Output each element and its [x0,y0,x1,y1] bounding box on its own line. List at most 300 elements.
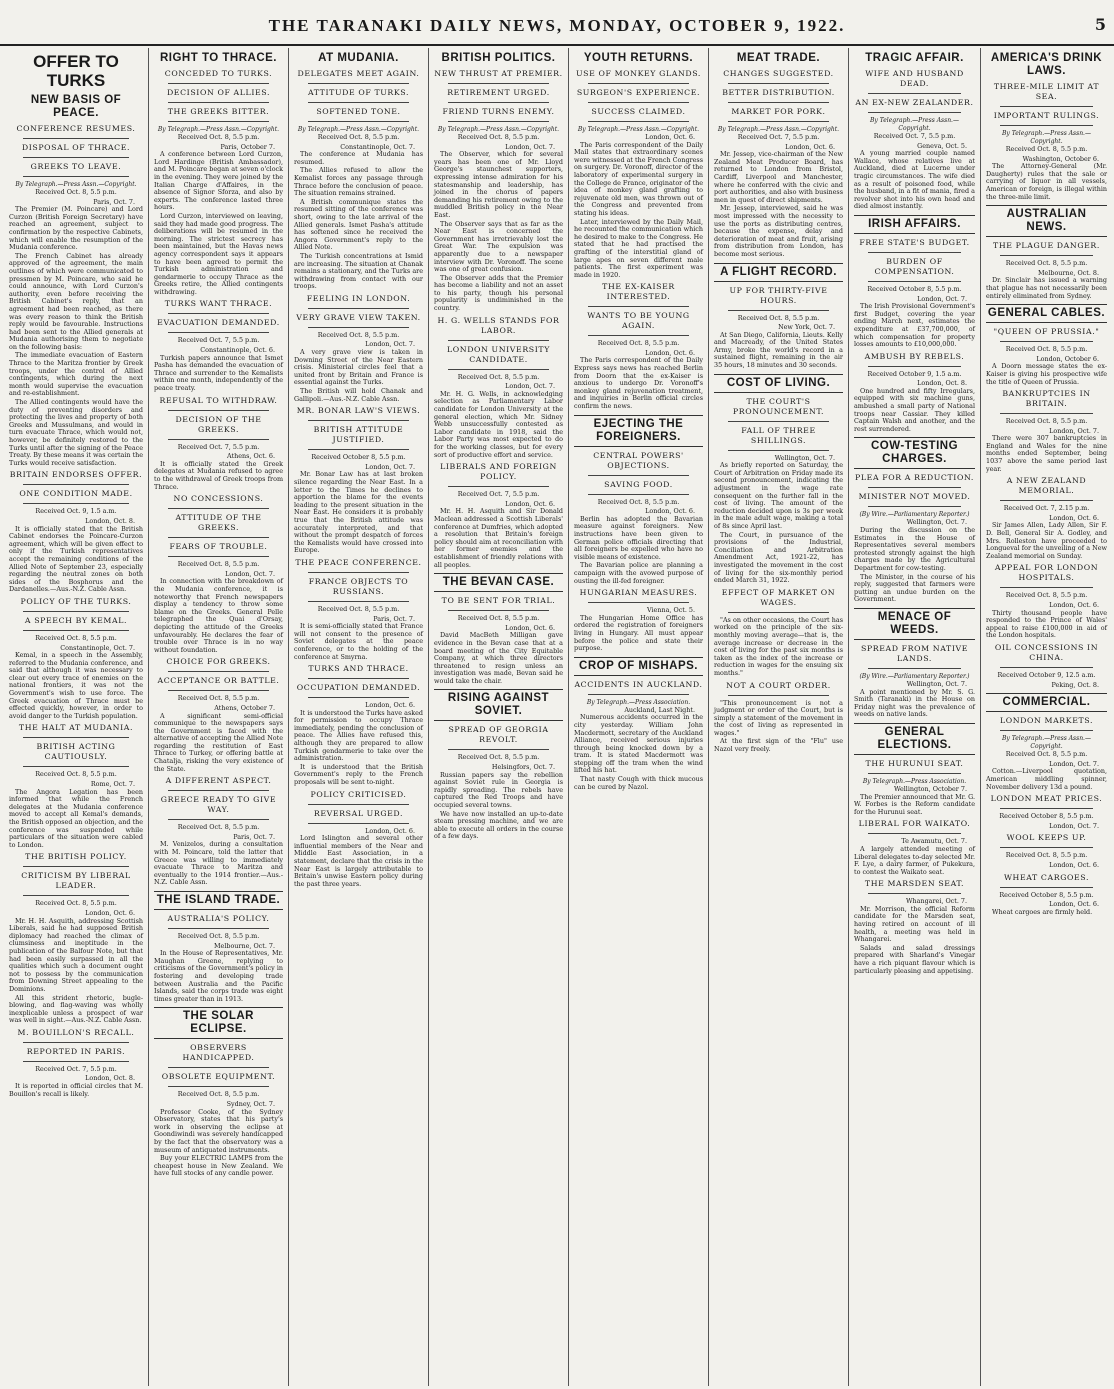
article-body [854,794,975,817]
sub-headline: THE BRITISH POLICY. [25,852,127,862]
article-paragraph: That nasty Cough with thick mucous can be cured by Nazol. [574,775,703,791]
wire-credit: By Telegraph.—Press Assn.—Copyright. [1002,735,1091,751]
divider-rule [1000,587,1093,588]
sub-headline: THE COURT'S PRONOUNCEMENT. [732,396,825,416]
article-paragraph: At the first sign of the "Flu" use Nazol very freely. [714,737,843,754]
article-paragraph: A significant semi-official communique to the newspapers says the Government is faced with the alternative of accepting the Allied Note regarding the restitution of East Thrace to Turkey, or offering battle at Chatalja, risking the very existence of the State. [154,711,283,773]
wire-credit: (By Wire.—Parliamentary Reporter.) [859,511,970,519]
divider-rule [308,804,409,805]
sub-headline: WHEAT CARGOES. [1003,872,1090,882]
article-body [154,1109,283,1178]
article-body [9,526,143,594]
sub-headline: FALL OF THREE SHILLINGS. [741,425,816,445]
column-3 [289,48,429,1386]
sub-headline: THE HURUNUI SEAT. [865,758,964,768]
article-paragraph: Sir James Allen, Lady Allen, Sir F. D. Bell, General Sir A. Godley, and Mrs. Rolleston have proceeded to Longueval for the unveiling of a New Zealand memorial on Sunday. [986,521,1107,560]
divider-rule [23,766,129,767]
divider-rule [588,335,689,336]
divider-rule [728,121,829,122]
dateline: London, Oct. 7. [505,382,555,391]
article-headline: GENERAL ELECTIONS. [854,723,975,755]
sub-headline: NEW THRUST AT PREMIER. [434,69,563,78]
divider-rule [308,83,409,84]
sub-headline: APPEAL FOR LONDON HOSPITALS. [994,563,1099,583]
article-body [986,768,1107,791]
sub-headline: NO CONCESSIONS. [173,494,264,504]
article-body [9,789,143,850]
divider-rule [868,93,961,94]
dateline: London, Oct. 6. [365,826,415,835]
article-body [574,615,703,653]
divider-rule [1000,500,1093,501]
sub-headline: OIL CONCESSIONS IN CHINA. [994,642,1099,662]
article-paragraph: Later, interviewed by the Daily Mail, he recounted the communication which he desired to make to the Congress. He stated that he had practised the grafting of the interstitial gland of large apes on seven different male patients. The first experiment was made in 1920. [574,217,703,279]
sub-headline: THREE-MILE LIMIT AT SEA. [993,82,1100,101]
divider-rule [168,1067,269,1068]
divider-rule [168,556,269,557]
article-paragraph: Salads and salad dressings prepared with Sharland's Vinegar have a rich piquant flavour which is particularly pleasing and appetising. [854,943,975,975]
article-paragraph: In connection with the breakdown of the Mudania conference, it is noteworthy that French newspapers display a tendency to throw some blame on the Greeks. General Pelle telegraphed the Quai d'Orsay, depicting the attitude of the Greeks unfavourably. He declares the fear of trouble over Thrace is in no way without foundation. [154,577,283,654]
divider-rule [448,83,549,84]
sub-headline: TURKS WANT THRACE. [164,299,273,309]
sub-headline: POLICY OF THE TURKS. [20,596,132,606]
divider-rule [168,102,269,103]
article-headline: BRITISH POLITICS. [441,52,556,64]
article-paragraph: It is officially stated that the British Cabinet endorses the Poincare-Curzon agreement, which will be given effect to only if the Turkish representatives accept the remaining conditions of the Allied Note of September 23, especially regarding the neutral zones on both sides of the Bosphorus and the Dardanelles.—Aus.-N.Z. Cable Assn. [9,524,143,594]
received-time: Received Oct. 7, 5.5 p.m. [35,1064,117,1073]
divider-rule [728,310,829,311]
article-body [9,1083,143,1098]
article-body [854,303,975,349]
dateline: London, Oct. 6. [1049,860,1099,869]
received-time: Received Oct. 8, 5.5 p.m. [1005,417,1088,426]
article-paragraph: Mr. H. G. Wells, in acknowledging selection as Parliamentary Labor candidate for London University at the general election, which Mr. Sidney Webb unsuccessfully contested as Labor candidate in 1918, said the Labor Party was most expected to do for the working classes, but for every sort of productive effort and service. [434,389,563,459]
sub-headline: MINISTER NOT MOVED. [858,492,971,502]
article-headline: MEAT TRADE. [736,52,821,64]
article-paragraph: Lord Curzon, interviewed on leaving, said they had made good progress. The deliberations will be resumed in the morning. The strictest secrecy has been maintained, but the Havas news agency correspondent says it appears to have been agreed to permit the Turkish administration and gendarmerie to occupy Thrace as the Greeks retire, the Allied contingents withdrawing. [154,211,283,296]
article-paragraph: Mr. Morrison, the official Reform candidate for the Marsden seat, having retired on account of ill health, a meeting was held in Whangarei. [854,904,975,944]
received-time: Received Oct. 8, 5.5 p.m. [35,899,117,908]
sub-headline: REVERSAL URGED. [313,808,404,818]
divider-rule [168,332,269,333]
article-paragraph: It is understood that the British Government's reply to the French proposals will be sent to-night. [294,762,423,787]
article-body [986,435,1107,473]
divider-rule [588,694,689,695]
divider-rule [308,678,409,679]
article-paragraph: Wheat cargoes are firmly held. [992,907,1093,916]
divider-rule [168,439,269,440]
sub-headline: SUCCESS CLAIMED. [591,107,686,116]
article-headline: YOUTH RETURNS. [583,52,694,64]
dateline: London, Oct. 7. [365,462,415,471]
received-time: Received Oct. 8, 5.5 p.m. [177,694,260,703]
divider-rule [23,157,129,158]
received-time: Received Oct. 8, 5.5 p.m. [457,133,540,141]
sub-headline: LONDON MARKETS. [999,716,1094,726]
sub-headline: "QUEEN OF PRUSSIA." [993,327,1100,337]
article-body [574,714,703,791]
article-paragraph: Mr. H. H. Asquith and Sir Donald Maclean addressed a Scottish Liberals' conference at Dumfries, which adopted a resolution that Britain's foreign policy should aim at reconciliation with her former enemies and the establishment of friendly relations with all peoples. [434,507,563,569]
article-paragraph: A Doorn message states the ex-Kaiser is giving his prospective wife the title of Queen of Prussia. [986,362,1107,386]
article-paragraph: It is understood the Turks have asked for permission to occupy Thrace immediately, pending the conclusion of peace. The Allies have refused this, although they are prepared to allow Turkish gendarmerie to take over the administration. [294,708,423,763]
divider-rule [588,494,689,495]
article-paragraph: Dr. Sinclair has issued a warning that plague has not necessarily been entirely eliminated from Sydney. [986,276,1107,300]
wire-credit: By Telegraph.—Press Association. [586,698,691,706]
divider-rule [1000,887,1093,888]
received-time: Received October 8, 5.5 p.m. [999,812,1094,821]
article-headline: OFFER TO TURKS [33,52,119,90]
columns-container [4,48,1112,1386]
sub-headline: OCCUPATION DEMANDED. [296,683,421,693]
divider-rule [868,833,961,834]
wire-credit: By Telegraph.—Press Assn.—Copyright. [157,126,280,133]
divider-rule [728,421,829,422]
dateline: Peking, Oct. 8. [1051,680,1099,689]
article-body [294,349,423,403]
divider-rule [168,508,269,509]
article-paragraph: The French Cabinet has already approved of the agreement, the main outlines of which were communicated to pressmen by M. Poincare, who said he could announce, with Lord Curzon's authority, even before receiving the British Cabinet's reply, that an agreement had been reached, as there was every reason to think the British reply would be favourable. Instructions had been sent to the Allied generals at Mudania authorising them to negotiate on the following basis: [9,251,143,351]
article-body [986,610,1107,640]
sub-headline: DECISION OF ALLIES. [166,88,271,97]
sub-headline: FRIEND TURNS ENEMY. [442,107,555,116]
article-body [434,391,563,459]
article-paragraph: The Paris correspondent of the Daily Express says news has reached Berlin from Doorn that the ex-Kaiser is anxious to undergo Dr. Voronoff's monkey gland rejuvenation treatment, and inquiries in Berlin official circles confirm the news. [574,356,703,411]
divider-rule [728,102,829,103]
received-time: Received Oct. 8, 5.5 p.m. [457,753,540,762]
divider-rule [168,819,269,820]
dateline: London, Oct. 8. [85,1074,135,1083]
article-headline: AT MUDANIA. [318,52,399,64]
divider-rule [1000,413,1093,414]
article-paragraph: All this strident rhetoric, bugle-blowing, and flag-waving was wholly inexplicable unless a prospect of war was well in sight.—Aus.-N.Z. Cable Assn. [9,993,143,1025]
divider-rule [588,306,689,307]
sub-headline: REPORTED IN PARIS. [26,1046,126,1056]
divider-rule [23,138,129,139]
divider-rule [168,790,269,791]
article-body [294,623,423,661]
dateline: London, Oct. 6. [1049,601,1099,609]
dateline: Paris, October 7. [220,142,275,151]
article-paragraph: The conference at Mudania has resumed. [294,150,423,166]
article-body [294,471,423,555]
divider-rule [23,484,129,485]
divider-rule [1000,341,1093,342]
sub-headline: UP FOR THIRTY-FIVE HOURS. [729,285,828,305]
divider-rule [588,102,689,103]
received-time: Received Oct. 8, 5.5 p.m. [1005,851,1088,860]
received-time: Received Oct. 8, 5.5 p.m. [597,339,680,348]
divider-rule [868,668,961,669]
article-paragraph: The Premier (M. Poincare) and Lord Curzon (British Foreign Secretary) have reached an agreement, subject to confirmation by the respective Cabinets, which will enable the resumption of the Mudania conference. [9,205,143,252]
divider-rule [448,749,549,750]
article-paragraph: There were 307 bankruptcies in England and Wales for the nine months ended September, being 1037 above the same period last year. [986,434,1107,473]
sub-headline: GREEKS TO LEAVE. [30,162,122,171]
article-headline: THE ISLAND TRADE. [154,891,283,910]
divider-rule [1000,808,1093,809]
article-body [434,508,563,569]
article-paragraph: As briefly reported on Saturday, the Court of Arbitration on Friday made its second pronouncement, indicating the adjustment in the wage rate consequent on the further fall in the cost of living. The amount of the reduction decided upon is 3s per week in the male adult wage, making a total of 8s since April last. [714,461,843,530]
dateline: Paris, Oct. 7. [373,614,415,623]
divider-rule [23,895,129,896]
divider-rule [868,487,961,488]
sub-headline: CONFERENCE RESUMES. [16,124,136,133]
sub-headline: SPREAD FROM NATIVE LANDS. [860,643,969,663]
divider-rule [168,690,269,691]
article-body [154,461,283,491]
received-time: Received Oct. 8, 5.5 p.m. [457,372,540,381]
received-time: Received Oct. 7, 5.5 p.m. [737,133,820,141]
divider-rule [168,671,269,672]
sub-headline: ATTITUDE OF THE GREEKS. [175,513,262,533]
divider-rule [23,1061,129,1062]
received-time: Received Oct. 8, 5.5 p.m. [1005,345,1088,354]
dateline: London, Oct. 6. [365,701,415,710]
sub-headline: FREE STATE'S BUDGET. [859,237,970,247]
article-paragraph: The Allies refused to allow the Kemalist forces any passage through Thrace before the conclusion of peace. The situation remains strained. [294,166,423,198]
received-time: Received Oct. 8, 5.5 p.m. [177,932,260,940]
article-paragraph: Thirty thousand people have responded to the Prince of Wales' appeal to raise £100,000 in aid of the London hospitals. [986,608,1107,640]
received-time: Received Oct. 8, 5.5 p.m. [317,604,400,613]
sub-headline: FRANCE OBJECTS TO RUSSIANS. [308,576,409,596]
divider-rule [1000,125,1093,126]
received-time: Received Oct. 8, 5.5 p.m. [737,313,820,322]
received-time: Received October 8, 5.5 p.m. [999,890,1094,899]
article-body [9,652,143,720]
divider-rule [448,121,549,122]
dateline: Washington, October 6. [1022,154,1099,163]
received-time: Received October 8, 5.5 p.m. [867,284,962,293]
sub-headline: THE GREEKS BITTER. [167,107,270,116]
dateline: London, October 6. [1036,354,1099,363]
sub-headline: USE OF MONKEY GLANDS. [576,69,701,78]
article-body [986,522,1107,560]
sub-headline: WIFE AND HUSBAND DEAD. [865,69,964,88]
divider-rule [308,449,409,450]
article-paragraph: The Irish Provisional Government's first Budget, covering the year ending March next, estimates the expenditure at £37,700,000, of which compensation for property losses amounts to £10,000,000. [854,302,975,349]
article-paragraph: At San Diego, California, Lieuts. Kelly and Macready, of the United States Army, broke the world's record in a sustained flight, remaining in the air 35 hours, 18 minutes and 30 seconds. [714,330,843,370]
dateline: Sydney, Oct. 7. [226,1099,275,1108]
sub-headline: THE PEACE CONFERENCE. [295,557,422,567]
sub-headline: RETIREMENT URGED. [447,88,550,97]
article-body [154,355,283,393]
divider-rule [728,612,829,613]
article-paragraph: A point mentioned by Mr. S. G. Smith (Taranaki) in the House on Friday night was the prevalence of weeds on native lands. [854,687,975,719]
article-paragraph: The Minister, in the course of his reply, suggested that farmers were putting an undue burden on the Government. [854,572,975,604]
wire-credit: By Telegraph.—Press Assn.—Copyright. [437,126,560,133]
sub-headline: AN EX-NEW ZEALANDER. [855,98,974,107]
divider-rule [168,1086,269,1087]
article-paragraph: David MacBeth Milligan gave evidence in the Bevan case that at a board meeting of the City Equitable Company, at which three directors threatened to resign unless an investigation was made, Bevan said he would take the chair. [434,631,563,685]
article-body [714,332,843,370]
received-time: Received Oct. 8, 5.5 p.m. [317,330,400,339]
divider-rule [308,823,409,824]
article-paragraph: Buy your ELECTRIC LAMPS from the cheapest house in New Zealand. We have full stocks of any candle power. [154,1154,283,1178]
article-paragraph: A young married couple named Wallace, whose relatives live at Auckland, died at Lucerne under tragic circumstances. The wife died as a result of poisoned food, while the husband, in a fit of mania, fired a revolver shot into his own head and died almost instantly. [854,149,975,211]
dateline: Constantinople, Oct. 7. [60,643,135,652]
sub-headline: DECISION OF THE GREEKS. [175,414,262,434]
article-body [986,163,1107,201]
divider-rule [23,866,129,867]
received-time: Received October 9, 12.5 a.m. [997,670,1096,679]
article-paragraph: The Observer, which for several years has been one of Mr. Lloyd George's staunchest supporters, expressing intense admiration for his statesmanship and leadership, has joined in the chorus of papers demanding his retirement owing to the muddled British policy in the Near East. [434,150,563,219]
dateline: London, Oct. 6. [1049,900,1099,909]
sub-headline: CENTRAL POWERS' OBJECTIONS. [593,450,684,470]
divider-rule [308,420,409,421]
divider-rule [868,252,961,253]
dateline: London, Oct. 7. [917,294,967,303]
divider-rule [868,506,961,507]
article-body [294,710,423,787]
article-headline: TRAGIC AFFAIR. [865,52,964,64]
article-body [986,277,1107,300]
received-time: Received Oct. 8, 5.5 p.m. [177,1090,260,1099]
article-body [434,772,563,841]
divider-rule [868,893,961,894]
divider-rule [308,308,409,309]
sub-headline: CRITICISM BY LIBERAL LEADER. [21,871,131,891]
sub-headline: OBSERVERS HANDICAPPED. [182,1043,255,1063]
dateline: Auckland, Last Night. [624,705,695,714]
article-body [986,909,1107,917]
sub-headline: FEARS OF TROUBLE. [169,542,268,552]
article-headline: NEW BASIS OF PEACE. [30,94,122,119]
sub-headline: BETTER DISTRIBUTION. [722,88,835,97]
sub-headline: BRITISH ACTING CAUTIOUSLY. [36,742,116,762]
article-body [154,841,283,887]
sub-headline: AUSTRALIA'S POLICY. [167,914,270,923]
divider-rule [588,121,689,122]
divider-rule [448,369,549,370]
article-body [714,462,843,585]
received-time: Received Oct. 7, 5.5 p.m. [177,442,260,451]
sub-headline: M. BOUILLON'S RECALL. [17,1027,135,1037]
wire-credit: By Telegraph.—Press Assn.—Copyright. [1002,130,1091,145]
dateline: Wellington, October 7. [893,784,967,793]
sub-headline: TURKS AND THRACE. [308,664,409,674]
sub-headline: SPREAD OF GEORGIA REVOLT. [448,725,549,745]
article-paragraph: Kemal, in a speech in the Assembly, referred to the Mudania conference, and said that although it was necessary to clear out every trace of enemies on the national frontiers, it was not the Government's wish to use force. The Greek evacuation of Thrace must be effected quickly, however, in order to avoid danger to the Turkish population. [9,651,143,720]
dateline: London, Oct. 7. [1049,759,1099,768]
dateline: Whangarei, Oct. 7. [905,897,967,906]
article-headline: AMERICA'S DRINK LAWS. [990,52,1103,77]
divider-rule [448,610,549,611]
divider-rule [308,697,409,698]
dateline: London, Oct. 7. [505,142,555,151]
received-time: Received Oct. 8, 5.5 p.m. [457,614,540,623]
masthead [0,0,1114,46]
sub-headline: SURGEON'S EXPERIENCE. [576,88,701,97]
divider-rule [168,537,269,538]
dateline: Paris, Oct. 7. [233,832,275,841]
article-headline: COST OF LIVING. [714,374,843,393]
article-paragraph: The Bavarian police are planning a campaign with the avowed purpose of ousting the ill-fed foreigner. [574,561,703,585]
article-paragraph: The Paris correspondent of the Daily Mail states that extraordinary scenes were witnessed at the French Congress on surgery. Dr. Voronoff, director of the laboratory of experimental surgery in the College de France, originator of the idea of monkey gland grafting to rejuvenate old men, was thrown out of the Congress and prevented from stating his ideas. [574,140,703,217]
article-paragraph: Mr. Jessep, vice-chairman of the New Zealand Meat Producer Board, has returned to London from Bristol, Cardiff, Liverpool and Manchester, where he conferred with the civic and port authorities, and also with business men in quest of direct shipments. [714,150,843,204]
article-body [854,527,975,604]
dateline: Te Awamutu, Oct. 7. [901,837,967,846]
dateline: London, Oct. 6. [1049,513,1099,522]
article-paragraph: A very grave view is taken in Downing Street of the Near Eastern crisis. Ministerial circles feel that a united front by Britain and France is essential against the Turks. [294,348,423,387]
article-paragraph: The immediate evacuation of Eastern Thrace to the Maritza frontier by Greek troops, under the control of Allied contingents, which during the next month would supervise the evacuation and re-establishment. [9,351,143,398]
wire-credit: By Telegraph.—Press Association. [862,777,967,785]
article-paragraph: Lord Islington and several other influential members of the Near and Middle East Association, in a statement, declare that the crisis in the Near East is largely attributable to Britain's unwise Eastern policy during the past three years. [294,834,423,888]
sub-headline: LONDON UNIVERSITY CANDIDATE. [447,344,550,364]
divider-rule [168,928,269,929]
sub-headline: REFUSAL TO WITHDRAW. [159,395,278,405]
article-body [854,150,975,211]
divider-rule [868,366,961,367]
dateline: London, Oct. 6. [645,133,695,141]
article-paragraph: The Hungarian Home Office has ordered the registration of foreigners living in Hungary. All must appear before the police and state their purpose. [574,613,703,653]
divider-rule [23,611,129,612]
divider-rule [448,486,549,487]
column-8 [981,48,1112,1386]
divider-rule [868,773,961,774]
received-time: Received Oct. 8, 5.5 p.m. [35,633,117,642]
sub-headline: NOT A COURT ORDER. [726,680,831,690]
page-number: 5 [1094,15,1106,34]
article-paragraph: The Turkish concentrations at Ismid are increasing. The situation at Chanak remains a stationary, and the Turks are withdrawing from contact with our troops. [294,251,423,291]
received-time: Received Oct. 8, 5.5 p.m. [1005,145,1088,153]
divider-rule [1000,730,1093,731]
sub-headline: DISPOSAL OF THRACE. [21,143,131,152]
article-body [854,689,975,719]
received-time: Received Oct. 8, 5.5 p.m. [317,133,400,141]
article-body [714,700,843,754]
received-time: Received Oct. 7, 5.5 p.m. [873,132,956,140]
dateline: London, Oct. 8. [917,379,967,388]
article-body [574,142,703,280]
divider-rule [168,313,269,314]
article-paragraph: Numerous accidents occurred in the city yesterday. William John Macdermott, secretary of the Auckland Alliance, received serious injuries through being knocked down by a tram. It is stated Macdermott was stepping off the tram when the wind lifted his hat. [574,713,703,775]
received-time: Received October 9, 1.5 a.m. [867,369,962,378]
article-paragraph: Mr. H. H. Asquith, addressing Scottish Liberals, said he had supposed British diplomacy had reached the climax of clumsiness and ineptitude in the publication of the Balfour Note, but that had been easily surpassed in all the qualities which such a document ought not to possess by the communication from Downing Street appealing to the Dominions. [9,916,143,993]
article-headline: RISING AGAINST SOVIET. [434,689,563,721]
divider-rule [588,83,689,84]
sub-headline: EVACUATION DEMANDED. [157,318,280,328]
received-time: Received Oct. 7, 5.5 p.m. [457,490,540,499]
article-paragraph: The Angora Legation has been informed that while the French delegates at the Mudania conference moved to accept all Kemal's demands, the British opposed an objection, and the conference was suspended while particulars of the situation were cabled to London. [9,787,143,849]
article-paragraph: It is reported in official circles that M. Bouillon's recall is likely. [9,1082,143,1098]
divider-rule [728,450,829,451]
article-paragraph: The Court, in pursuance of the provisions of the Industrial, Conciliation and Arbitration Amendment Act, 1921-22, has investigated the movement in the cost of living for the six-monthly period ended March 31, 1922. [714,530,843,585]
divider-rule [308,572,409,573]
divider-rule [308,121,409,122]
sub-headline: VERY GRAVE VIEW TAKEN. [296,312,421,322]
article-paragraph: A conference between Lord Curzon, Lord Hardinge (British Ambassador), and M. Poincare began at seven o'clock in the evening. They were joined by the Italian Charge d'Affaires, in the absence of Signor Sforza, and also by experts. The conference lasted three hours. [154,150,283,212]
divider-rule [588,475,689,476]
article-paragraph: M. Venizelos, during a consultation with M. Poincare, told the latter that Greece was willing to immediately evacuate Thrace to Maritza and eventually to the 1914 frontier.—Aus.-N.Z. Cable Assn. [154,840,283,887]
article-body [294,835,423,888]
article-body [434,151,563,312]
article-body [854,846,975,876]
article-paragraph: Berlin has adopted the Bavarian measure against foreigners. New instructions have been given to German police officials directing that all foreigners be expelled who have no visible means of existence. [574,514,703,561]
divider-rule [308,327,409,328]
divider-rule [448,340,549,341]
dateline: Wellington, Oct. 7. [906,679,967,688]
sub-headline: HUNGARIAN MEASURES. [579,588,698,598]
dateline: Wellington, Oct. 7. [774,453,835,462]
article-paragraph: In the House of Representatives, Mr. Maughan Greene, replying to criticisms of the Government's policy in fostering and developing trade between Australia and the Pacific Islands, said the corps trade was eight times greater than in 1913. [154,949,283,1003]
column-7 [849,48,981,1386]
article-paragraph: The British will hold Chanak and Gallipoli.—Aus.-N.Z. Cable Assn. [294,387,423,403]
sub-headline: ACCEPTANCE OR BATTLE. [157,676,280,686]
sub-headline: DELEGATES MEET AGAIN. [297,69,420,78]
article-headline: A FLIGHT RECORD. [714,263,843,282]
wire-credit: By Telegraph.—Press Assn.—Copyright. [717,126,840,133]
dateline: Rome, Oct. 7. [90,780,135,789]
dateline: Constantinople, Oct. 6. [200,346,275,355]
